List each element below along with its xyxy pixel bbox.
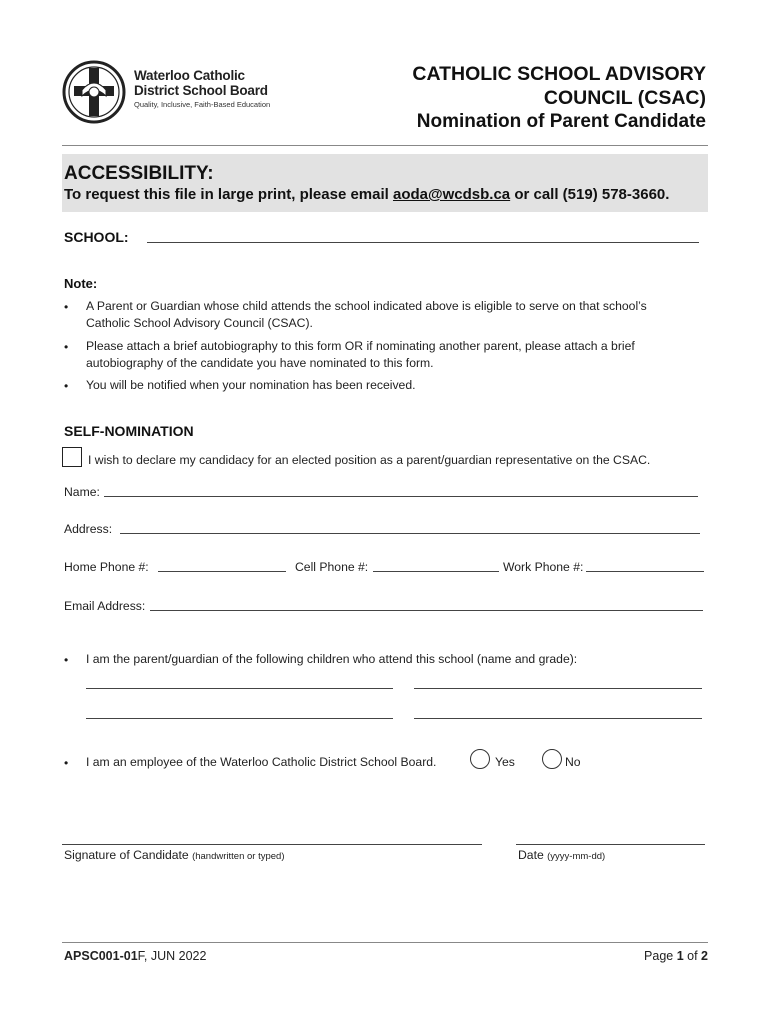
note-item-2 xyxy=(86,338,635,372)
footer-page xyxy=(644,948,708,965)
title-line2: COUNCIL (CSAC) xyxy=(543,87,706,109)
employee-text: I am an employee of the Waterloo Catholic District School Board. xyxy=(86,755,437,769)
no-label: No xyxy=(565,755,581,769)
logo-name-line2: District School Board xyxy=(134,83,268,98)
signature-field[interactable] xyxy=(62,844,482,845)
page-of: of xyxy=(683,949,702,963)
logo-name-line1: Waterloo Catholic xyxy=(134,68,245,83)
address-field[interactable] xyxy=(120,533,700,534)
title-subtitle: Nomination of Parent Candidate xyxy=(416,111,706,132)
accessibility-text-before: To request this file in large print, please email xyxy=(64,186,393,203)
cell-phone-field[interactable] xyxy=(373,571,499,572)
email-label: Email Address: xyxy=(64,599,146,613)
self-nomination-text: I wish to declare my candidacy for an elected position as a parent/guardian representative on the CSAC. xyxy=(88,453,651,467)
header-divider xyxy=(62,145,708,146)
note-label: Note: xyxy=(64,276,98,291)
self-nomination-heading: SELF-NOMINATION xyxy=(64,423,194,439)
note-item-3: You will be notified when your nomination has been received. xyxy=(86,378,416,392)
child-field-3[interactable] xyxy=(86,718,393,719)
form-title xyxy=(412,62,706,134)
footer-divider xyxy=(62,942,708,943)
name-label: Name: xyxy=(64,485,100,499)
home-phone-field[interactable] xyxy=(158,571,286,572)
footer-code-suffix: F, JUN 2022 xyxy=(137,949,207,963)
accessibility-text-after: or call (519) 578-3660. xyxy=(510,186,670,203)
bullet-icon: • xyxy=(64,379,69,393)
title-line1: CATHOLIC SCHOOL ADVISORY xyxy=(412,63,706,85)
school-field[interactable] xyxy=(147,242,699,243)
date-field[interactable] xyxy=(516,844,705,845)
bullet-icon: • xyxy=(64,300,69,314)
bullet-icon: • xyxy=(64,340,69,354)
work-phone-field[interactable] xyxy=(586,571,704,572)
date-hint: (yyyy-mm-dd) xyxy=(547,851,606,862)
home-phone-label: Home Phone #: xyxy=(64,560,149,574)
cross-emblem-icon xyxy=(62,60,126,124)
children-text: I am the parent/guardian of the following children who attend this school (name and grade): xyxy=(86,652,578,666)
date-label xyxy=(518,847,605,865)
cell-phone-label: Cell Phone #: xyxy=(295,560,369,574)
accessibility-email-link[interactable]: aoda@wcdsb.ca xyxy=(392,186,511,203)
note-item-1-line2: Catholic School Advisory Council (CSAC). xyxy=(86,316,313,330)
school-label: SCHOOL: xyxy=(64,229,129,245)
page-number: 1 xyxy=(676,949,684,963)
email-field[interactable] xyxy=(150,610,703,611)
self-nomination-checkbox[interactable] xyxy=(62,447,82,467)
work-phone-label: Work Phone #: xyxy=(503,560,584,574)
bullet-icon: • xyxy=(64,653,69,667)
name-field[interactable] xyxy=(104,496,698,497)
accessibility-heading: ACCESSIBILITY: xyxy=(64,163,214,184)
note-item-1-line1: A Parent or Guardian whose child attends the school indicated above is eligible to serve on that school’s xyxy=(86,299,647,313)
date-label-text: Date xyxy=(518,848,544,862)
page-text: Page xyxy=(644,949,677,963)
employee-no-radio[interactable] xyxy=(542,749,562,769)
child-field-4[interactable] xyxy=(414,718,702,719)
footer-code-bold: APSC001-01 xyxy=(64,949,138,963)
bullet-icon: • xyxy=(64,756,69,770)
child-field-1[interactable] xyxy=(86,688,393,689)
signature-label xyxy=(64,847,285,865)
signature-hint: (handwritten or typed) xyxy=(192,851,285,862)
board-logo xyxy=(62,60,292,126)
child-field-2[interactable] xyxy=(414,688,702,689)
address-label: Address: xyxy=(64,522,113,536)
note-item-2-line2: autobiography of the candidate you have nominated to this form. xyxy=(86,356,434,370)
employee-yes-radio[interactable] xyxy=(470,749,490,769)
accessibility-text xyxy=(64,186,669,203)
signature-label-text: Signature of Candidate xyxy=(64,848,189,862)
footer-code xyxy=(64,948,206,965)
page-total: 2 xyxy=(701,949,708,963)
logo-tagline: Quality, Inclusive, Faith-Based Education xyxy=(134,100,271,109)
yes-label: Yes xyxy=(495,755,515,769)
note-item-2-line1: Please attach a brief autobiography to this form OR if nominating another parent, please attach a brief xyxy=(86,339,635,353)
note-item-1 xyxy=(86,298,647,332)
